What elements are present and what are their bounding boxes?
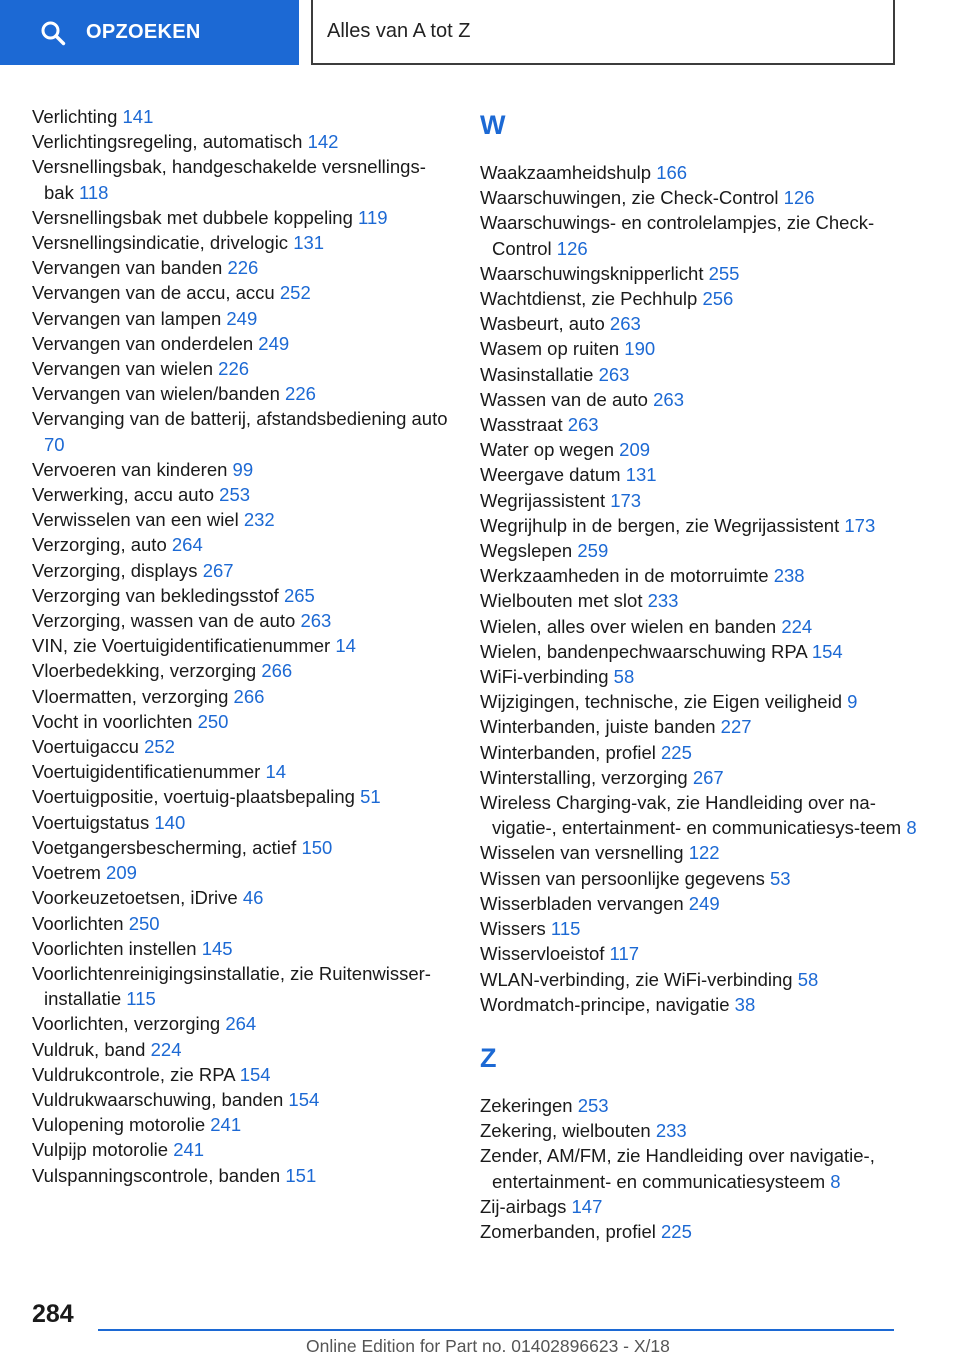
entry-text: Voorlichten xyxy=(32,912,124,934)
entry-text: Verzorging, wassen van de auto xyxy=(32,610,296,632)
page-link[interactable]: 115 xyxy=(126,988,156,1010)
entry-text: Voertuigidentificatienummer xyxy=(32,761,261,783)
entry-text: Wisserbladen vervangen xyxy=(480,892,684,914)
page-link[interactable]: 131 xyxy=(293,232,325,254)
page-link[interactable]: 126 xyxy=(556,237,588,259)
page-link[interactable]: 154 xyxy=(811,640,843,662)
entry-text: Vloermatten, verzorging xyxy=(32,685,229,707)
entry-text: Wordmatch-principe, navigatie xyxy=(480,993,730,1015)
index-entry xyxy=(32,104,452,129)
index-entry xyxy=(32,961,452,1011)
search-button[interactable] xyxy=(0,0,299,65)
page-link[interactable]: 14 xyxy=(335,635,356,657)
page-link[interactable]: 126 xyxy=(783,187,815,209)
header xyxy=(0,0,960,66)
entry-text: Winterstalling, verzorging xyxy=(480,766,688,788)
index-entry xyxy=(480,639,920,664)
page-link[interactable]: 263 xyxy=(567,414,599,436)
page-link[interactable]: 225 xyxy=(661,741,692,763)
index-entry xyxy=(32,608,452,633)
page-link[interactable]: 250 xyxy=(128,912,160,934)
entry-text: Vervoeren van kinderen xyxy=(32,458,228,480)
page-link[interactable]: 249 xyxy=(226,307,258,329)
page-link[interactable]: 173 xyxy=(844,514,876,536)
index-list-z xyxy=(480,1093,920,1244)
index-entry xyxy=(480,462,920,487)
entry-text: Wisservloeistof xyxy=(480,943,605,965)
entry-text: Vervangen van lampen xyxy=(32,307,222,329)
index-entry xyxy=(480,967,920,992)
entry-text: Vuldrukwaarschuwing, banden xyxy=(32,1088,284,1110)
index-entry xyxy=(480,437,920,462)
index-entry xyxy=(32,1137,452,1162)
page-link[interactable]: 263 xyxy=(300,610,332,632)
index-entry xyxy=(32,457,452,482)
entry-text: Versnellingsbak, handgeschakelde versnellings-bak xyxy=(32,156,426,203)
entry-text: Zomerbanden, profiel xyxy=(480,1220,656,1242)
search-icon xyxy=(40,20,66,46)
entry-text: Vulopening motorolie xyxy=(32,1114,206,1136)
index-entry xyxy=(480,840,920,865)
index-entry xyxy=(32,1087,452,1112)
page-link[interactable]: 209 xyxy=(619,439,651,461)
index-entry xyxy=(32,507,452,532)
page-link[interactable]: 238 xyxy=(773,565,805,587)
index-entry xyxy=(480,1219,920,1244)
index-entry xyxy=(32,532,452,557)
entry-text: Verlichtingsregeling, automatisch xyxy=(32,131,303,153)
entry-text: Verzorging van bekledingsstof xyxy=(32,584,279,606)
index-entry xyxy=(32,734,452,759)
entry-text: Wissers xyxy=(480,918,546,940)
page-link[interactable]: 241 xyxy=(173,1139,205,1161)
page-link[interactable]: 224 xyxy=(781,615,813,637)
entry-text: Weergave datum xyxy=(480,464,621,486)
page-link[interactable]: 147 xyxy=(571,1195,603,1217)
index-entry xyxy=(480,387,920,412)
page-link[interactable]: 142 xyxy=(307,131,339,153)
page-link[interactable]: 58 xyxy=(613,666,635,688)
index-entry xyxy=(480,1143,920,1193)
page-link[interactable]: 266 xyxy=(261,660,293,682)
page-link[interactable]: 253 xyxy=(577,1094,609,1116)
entry-text: Verwisselen van een wiel xyxy=(32,509,239,531)
entry-text: Water op wegen xyxy=(480,439,615,461)
entry-text: Voorlichtenreinigingsinstallatie, zie Ruitenwisser-installatie xyxy=(32,962,431,1010)
page-link[interactable]: 224 xyxy=(150,1038,182,1060)
index-entry xyxy=(32,684,452,709)
section-title: Alles van A tot Z xyxy=(327,20,471,42)
page-link[interactable]: 53 xyxy=(770,867,791,889)
index-entry xyxy=(480,336,920,361)
page-link[interactable]: 173 xyxy=(610,489,642,511)
entry-text: Wisselen van versnelling xyxy=(480,842,684,864)
entry-text: Waarschuwingsknipperlicht xyxy=(480,262,704,284)
page-link[interactable]: 38 xyxy=(734,993,756,1015)
page-link[interactable]: 259 xyxy=(577,540,609,562)
index-entry xyxy=(480,664,920,689)
page-link[interactable]: 225 xyxy=(661,1220,692,1242)
index-entry xyxy=(32,129,452,154)
index-entry xyxy=(480,941,920,966)
page-link[interactable]: 255 xyxy=(708,262,740,284)
page-link[interactable]: 118 xyxy=(78,181,109,203)
page-link[interactable]: 154 xyxy=(288,1088,320,1110)
entry-text: Wegrijhulp in de bergen, zie Wegrijassistent xyxy=(480,514,840,536)
index-entry xyxy=(480,714,920,739)
page-link[interactable]: 150 xyxy=(301,836,333,858)
entry-text: Wireless Charging-vak, zie Handleiding over na-vigatie-, entertainment- en communicatiesys-teem xyxy=(480,792,902,839)
entry-text: Versnellingsbak met dubbele koppeling xyxy=(32,206,353,228)
index-entry xyxy=(480,1118,920,1143)
index-entry xyxy=(480,563,920,588)
page-link[interactable]: 190 xyxy=(624,338,656,360)
index-entry xyxy=(480,513,920,538)
index-entry xyxy=(480,210,920,260)
page-link[interactable]: 51 xyxy=(360,786,381,808)
index-entry xyxy=(32,936,452,961)
entry-text: WLAN-verbinding, zie WiFi-verbinding xyxy=(480,968,793,990)
index-entry xyxy=(32,835,452,860)
index-entry xyxy=(32,810,452,835)
page-link[interactable]: 263 xyxy=(598,363,630,385)
entry-text: Waarschuwings- en controlelampjes, zie Check-Control xyxy=(480,212,875,259)
page-link[interactable]: 46 xyxy=(242,887,264,909)
entry-text: Winterbanden, juiste banden xyxy=(480,716,716,738)
entry-text: Waarschuwingen, zie Check-Control xyxy=(480,187,779,209)
index-entry xyxy=(480,588,920,613)
entry-text: Vervangen van wielen/banden xyxy=(32,383,280,405)
entry-text: Voertuigaccu xyxy=(32,736,139,758)
page-link[interactable]: 154 xyxy=(239,1063,271,1085)
index-entry xyxy=(480,185,920,210)
page-link[interactable]: 263 xyxy=(609,313,641,335)
index-entry xyxy=(32,759,452,784)
index-entry xyxy=(32,1112,452,1137)
page-link[interactable]: 250 xyxy=(197,710,229,732)
entry-text: Wasbeurt, auto xyxy=(480,313,605,335)
entry-text: Versnellingsindicatie, drivelogic xyxy=(32,232,289,254)
entry-text: Vulspanningscontrole, banden xyxy=(32,1164,281,1186)
entry-text: Verzorging, auto xyxy=(32,534,167,556)
index-entry xyxy=(32,784,452,809)
page-link[interactable]: 265 xyxy=(283,584,315,606)
entry-text: Waakzaamheidshulp xyxy=(480,162,652,183)
entry-text: Wegslepen xyxy=(480,540,573,562)
entry-text: Wielen, bandenpechwaarschuwing RPA xyxy=(480,640,807,662)
entry-text: Zekering, wielbouten xyxy=(480,1120,651,1142)
index-column-left xyxy=(32,104,452,1188)
page-link[interactable]: 122 xyxy=(688,842,720,864)
index-entry xyxy=(480,866,920,891)
entry-text: Wegrijassistent xyxy=(480,489,606,511)
index-entry xyxy=(32,230,452,255)
index-entry xyxy=(480,286,920,311)
entry-text: Wasstraat xyxy=(480,414,563,436)
page-link[interactable]: 99 xyxy=(232,458,254,480)
page-link[interactable]: 151 xyxy=(285,1164,317,1186)
page-link[interactable]: 263 xyxy=(653,388,684,410)
entry-text: Vervangen van wielen xyxy=(32,358,214,380)
page-link[interactable]: 264 xyxy=(225,1013,257,1035)
index-entry xyxy=(480,412,920,437)
entry-text: Voertuigstatus xyxy=(32,811,150,833)
index-entry xyxy=(32,558,452,583)
page-link[interactable]: 117 xyxy=(609,943,640,965)
entry-text: Vervangen van banden xyxy=(32,257,223,279)
page-link[interactable]: 266 xyxy=(233,685,265,707)
page-link[interactable]: 232 xyxy=(243,509,275,531)
entry-text: Voorlichten instellen xyxy=(32,937,197,959)
index-entry xyxy=(32,860,452,885)
page-link[interactable]: 233 xyxy=(647,590,679,612)
edition-text: Online Edition for Part no. 01402896623 - X/18 xyxy=(306,1336,670,1356)
index-entry xyxy=(480,916,920,941)
index-entry xyxy=(32,911,452,936)
entry-text: Verwerking, accu auto xyxy=(32,484,215,506)
index-entry xyxy=(32,1062,452,1087)
index-entry xyxy=(32,406,452,456)
index-letter-z: Z xyxy=(480,1042,497,1073)
entry-text: Vervangen van onderdelen xyxy=(32,332,254,354)
entry-text: Zender, AM/FM, zie Handleiding over navigatie-, entertainment- en communicatiesysteem xyxy=(480,1145,875,1192)
index-entry xyxy=(32,331,452,356)
entry-text: Vervanging van de batterij, afstandsbediening auto xyxy=(32,408,448,430)
index-list-w xyxy=(480,160,920,1017)
entry-text: Wissen van persoonlijke gegevens xyxy=(480,867,765,889)
entry-text: Vuldruk, band xyxy=(32,1038,146,1060)
entry-text: WiFi-verbinding xyxy=(480,666,609,688)
page-link[interactable]: 166 xyxy=(656,162,688,183)
index-entry xyxy=(480,488,920,513)
page-link[interactable]: 264 xyxy=(171,534,203,556)
index-entry xyxy=(480,1194,920,1219)
entry-text: Vervangen van de accu, accu xyxy=(32,282,275,304)
index-entry xyxy=(32,709,452,734)
page-link[interactable]: 9 xyxy=(847,691,858,713)
entry-text: Vloerbedekking, verzorging xyxy=(32,660,257,682)
entry-text: Voetgangersbescherming, actief xyxy=(32,836,297,858)
entry-text: Vulpijp motorolie xyxy=(32,1139,169,1161)
entry-text: Wielen, alles over wielen en banden xyxy=(480,615,777,637)
page-link[interactable]: 209 xyxy=(106,862,137,884)
index-entry xyxy=(32,255,452,280)
page-link[interactable]: 58 xyxy=(797,968,819,990)
section-title-box xyxy=(311,0,895,65)
page-link[interactable]: 141 xyxy=(122,106,154,127)
page-link[interactable]: 267 xyxy=(692,766,724,788)
index-entry xyxy=(32,280,452,305)
entry-text: Voetrem xyxy=(32,862,101,884)
page-link[interactable]: 14 xyxy=(265,761,287,783)
page-link[interactable]: 226 xyxy=(227,257,259,279)
entry-text: Wielbouten met slot xyxy=(480,590,643,612)
entry-text: Wachtdienst, zie Pechhulp xyxy=(480,288,698,310)
entry-text: Winterbanden, profiel xyxy=(480,741,656,763)
entry-text: Wasem op ruiten xyxy=(480,338,620,360)
index-entry xyxy=(480,689,920,714)
entry-text: Vocht in voorlichten xyxy=(32,710,193,732)
page-number: 284 xyxy=(32,1300,74,1328)
index-entry xyxy=(480,740,920,765)
entry-text: Vuldrukcontrole, zie RPA xyxy=(32,1063,235,1085)
entry-text: Voorkeuzetoetsen, iDrive xyxy=(32,887,238,909)
page-link[interactable]: 252 xyxy=(279,282,311,304)
index-entry xyxy=(480,992,920,1017)
index-entry xyxy=(32,205,452,230)
page-link[interactable]: 8 xyxy=(906,817,917,839)
page-link[interactable]: 70 xyxy=(44,433,65,455)
index-entry xyxy=(480,1093,920,1118)
entry-text: Verlichting xyxy=(32,106,118,127)
entry-text: Verzorging, displays xyxy=(32,559,198,581)
page-link[interactable]: 140 xyxy=(154,811,186,833)
index-letter-w: W xyxy=(480,110,506,140)
index-entry xyxy=(480,790,920,840)
index-entry xyxy=(480,261,920,286)
page-link[interactable]: 267 xyxy=(202,559,234,581)
page-link[interactable]: 145 xyxy=(201,937,233,959)
page-link[interactable]: 119 xyxy=(358,206,388,228)
page-link[interactable]: 115 xyxy=(550,918,581,940)
index-entry xyxy=(32,381,452,406)
entry-text: Wijzigingen, technische, zie Eigen veiligheid xyxy=(480,691,842,713)
entry-text: Wassen van de auto xyxy=(480,388,648,410)
footer-divider xyxy=(98,1329,894,1331)
index-entry xyxy=(480,311,920,336)
page-link[interactable]: 8 xyxy=(830,1170,841,1192)
index-entry xyxy=(480,362,920,387)
index-entry xyxy=(480,538,920,563)
entry-text: VIN, zie Voertuigidentificatienummer xyxy=(32,635,331,657)
page-link[interactable]: 249 xyxy=(688,892,720,914)
index-entry xyxy=(32,154,452,204)
index-entry xyxy=(32,633,452,658)
index-entry xyxy=(32,583,452,608)
index-entry xyxy=(32,885,452,910)
index-entry xyxy=(32,356,452,381)
page-link[interactable]: 226 xyxy=(218,358,250,380)
entry-text: Voorlichten, verzorging xyxy=(32,1013,221,1035)
index-entry xyxy=(480,891,920,916)
index-entry xyxy=(32,1163,452,1188)
index-entry xyxy=(32,1037,452,1062)
search-button-label: OPZOEKEN xyxy=(86,21,201,43)
entry-text: Werkzaamheden in de motorruimte xyxy=(480,565,769,587)
page-link[interactable]: 233 xyxy=(655,1120,687,1142)
entry-text: Zekeringen xyxy=(480,1094,573,1116)
index-entry xyxy=(32,658,452,683)
index-entry xyxy=(32,482,452,507)
page-link[interactable]: 252 xyxy=(144,736,175,758)
index-entry xyxy=(480,765,920,790)
page-link[interactable]: 241 xyxy=(210,1114,242,1136)
entry-text: Wasinstallatie xyxy=(480,363,594,385)
index-entry xyxy=(32,306,452,331)
page-link[interactable]: 253 xyxy=(219,484,251,506)
page-link[interactable]: 131 xyxy=(625,464,657,486)
index-entry xyxy=(480,614,920,639)
page-link[interactable]: 256 xyxy=(702,288,734,310)
entry-text: Voertuigpositie, voertuig-plaatsbepaling xyxy=(32,786,355,808)
index-entry xyxy=(480,160,920,185)
page-link[interactable]: 227 xyxy=(720,716,752,738)
entry-text: Zij-airbags xyxy=(480,1195,567,1217)
page-link[interactable]: 226 xyxy=(285,383,316,405)
index-entry xyxy=(32,1011,452,1036)
index-column-right xyxy=(480,104,920,1244)
page-link[interactable]: 249 xyxy=(258,332,290,354)
